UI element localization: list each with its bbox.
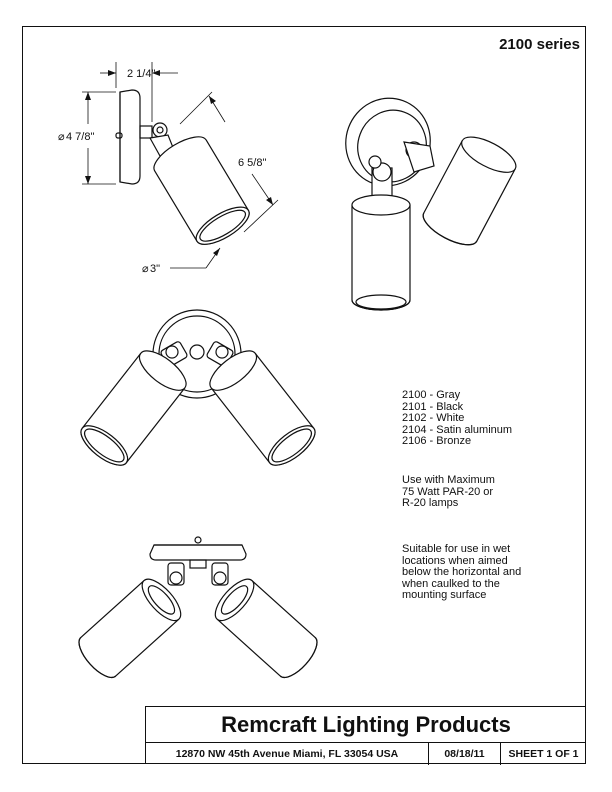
lamp-note — [402, 475, 495, 510]
bottom-view-drawing — [73, 537, 324, 683]
wet-note-line: mounting surface — [402, 589, 487, 601]
dim-depth: 2 1/4" — [127, 68, 156, 80]
dim-shade-diameter: 3" — [150, 263, 161, 275]
finish-item: 2106 - Bronze — [402, 435, 472, 447]
series-title: 2100 series — [499, 36, 580, 53]
wet-note-line: locations when aimed — [402, 554, 508, 567]
perspective-view-drawing — [333, 86, 520, 310]
sheet-number: SHEET 1 OF 1 — [508, 748, 579, 760]
dim-shade-diameter-symbol: ⌀ — [142, 263, 149, 275]
title-block — [145, 706, 586, 764]
company-name: Remcraft Lighting Products — [146, 707, 586, 743]
company-address: 12870 NW 45th Avenue Miami, FL 33054 USA — [146, 743, 429, 765]
wet-location-note — [402, 544, 521, 602]
dim-length: 6 5/8" — [238, 157, 267, 169]
finish-item: 2100 - Gray — [402, 389, 461, 401]
dim-canopy-diameter: 4 7/8" — [66, 131, 95, 143]
title-block-info-row — [146, 743, 586, 765]
wet-note-line: when caulked to the — [402, 577, 500, 590]
front-view-drawing — [75, 310, 321, 472]
wet-note-line: below the horizontal and — [402, 566, 522, 578]
lamp-note-line: R-20 lamps — [402, 497, 459, 509]
drawing-date: 08/18/11 — [429, 743, 501, 765]
dim-canopy-diameter-symbol: ⌀ — [58, 131, 65, 143]
lamp-note-line: 75 Watt PAR-20 or — [402, 485, 494, 498]
finish-item: 2101 - Black — [402, 400, 464, 413]
finish-item: 2102 - White — [402, 412, 465, 424]
wet-note-line: Suitable for use in wet — [402, 543, 511, 555]
finish-list — [402, 390, 512, 448]
lamp-note-line: Use with Maximum — [402, 474, 495, 486]
finish-item: 2104 - Satin aluminum — [402, 423, 513, 436]
